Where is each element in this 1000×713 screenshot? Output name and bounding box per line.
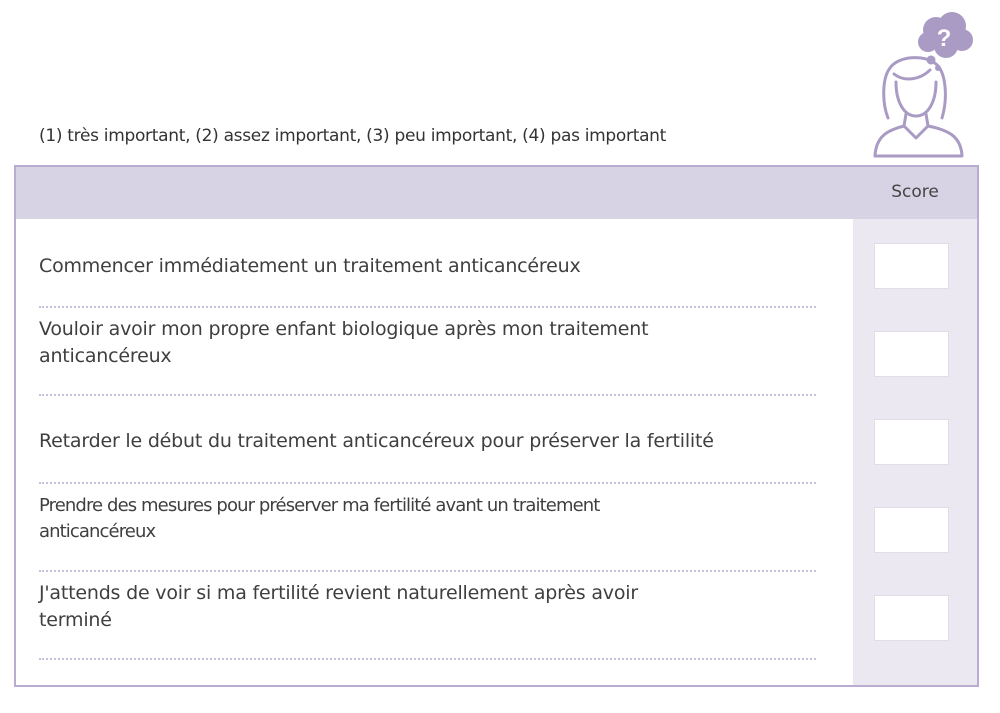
row-label: Retarder le début du traitement anticancéreux pour préserver la fertilité xyxy=(39,430,714,452)
thinking-woman-icon xyxy=(868,8,980,160)
score-column-header: Score xyxy=(891,182,939,202)
row-label: Commencer immédiatement un traitement anticancéreux xyxy=(39,255,581,277)
score-input[interactable] xyxy=(874,243,949,289)
table-row xyxy=(16,395,836,483)
score-input[interactable] xyxy=(874,419,949,465)
row-label: J'attends de voir si ma fertilité revient naturellement après avoir terminé xyxy=(39,582,638,631)
row-divider xyxy=(39,658,816,660)
row-label: Prendre des mesures pour préserver ma fertilité avant un traitement anticancéreux xyxy=(39,495,600,542)
bubble-question-mark: ? xyxy=(936,25,952,52)
importance-legend: (1) très important, (2) assez important, (3) peu important, (4) pas important xyxy=(39,126,667,146)
score-input[interactable] xyxy=(874,507,949,553)
row-label: Vouloir avoir mon propre enfant biologique après mon traitement anticancéreux xyxy=(39,318,649,367)
score-input[interactable] xyxy=(874,595,949,641)
score-table xyxy=(14,165,979,687)
score-input[interactable] xyxy=(874,331,949,377)
table-header xyxy=(16,167,977,219)
table-row xyxy=(16,219,836,307)
question-bubble-icon xyxy=(918,12,973,71)
table-row xyxy=(16,307,836,395)
table-row xyxy=(16,571,836,659)
table-row xyxy=(16,483,836,571)
